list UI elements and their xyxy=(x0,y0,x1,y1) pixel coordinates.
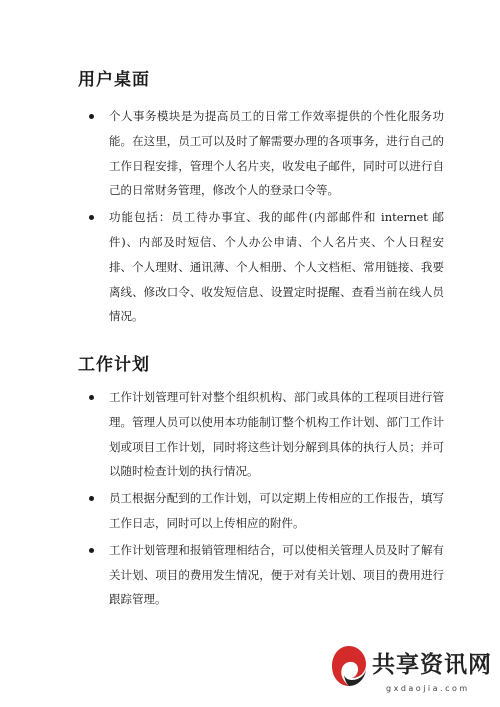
bullet-list-user-desktop xyxy=(84,104,444,331)
bullet-dot-icon xyxy=(89,548,94,553)
section-title-work-plan: 工作计划 xyxy=(78,355,150,375)
bullet-dot-icon xyxy=(89,395,94,400)
section-title-user-desktop: 用户桌面 xyxy=(78,70,150,90)
watermark-domain: gxdaojia.com xyxy=(386,684,470,693)
watermark xyxy=(330,640,500,700)
list-item xyxy=(84,205,444,329)
bullet-text: 功能包括：员工待办事宜、我的邮件(内部邮件和 internet 邮件)、内部及时短信、个人办公申请、个人名片夹、个人日程安排、个人理财、通讯薄、个人相册、个人文档柜、常用链接、我要离线、修改口令、收发短信息、设置定时提醒、查看当前在线人员情况。 xyxy=(109,210,444,324)
bullet-list-work-plan xyxy=(84,385,444,614)
watermark-logo-icon xyxy=(330,644,368,688)
bullet-text: 工作计划管理和报销管理相结合，可以使相关管理人员及时了解有关计划、项目的费用发生情况，便于对有关计划、项目的费用进行跟踪管理。 xyxy=(109,542,444,607)
bullet-text: 员工根据分配到的工作计划，可以定期上传相应的工作报告，填写工作日志，同时可以上传相应的附件。 xyxy=(109,491,444,530)
bullet-text: 工作计划管理可针对整个组织机构、部门或具体的工程项目进行管理。管理人员可以使用本功能制订整个机构工作计划、部门工作计划或项目工作计划，同时将这些计划分解到具体的执行人员；并可以随时检查计划的执行情况。 xyxy=(109,390,444,479)
list-item xyxy=(84,486,444,536)
list-item xyxy=(84,104,444,203)
list-item xyxy=(84,538,444,612)
bullet-dot-icon xyxy=(89,215,94,220)
bullet-text: 个人事务模块是为提高员工的日常工作效率提供的个性化服务功能。在这里，员工可以及时了解需要办理的各项事务，进行自己的工作日程安排，管理个人名片夹，收发电子邮件，同时可以进行自己的日常财务管理，修改个人的登录口令等。 xyxy=(109,109,444,198)
list-item xyxy=(84,385,444,484)
watermark-name: 共享资讯网 xyxy=(372,652,492,678)
bullet-dot-icon xyxy=(89,496,94,501)
bullet-dot-icon xyxy=(89,114,94,119)
